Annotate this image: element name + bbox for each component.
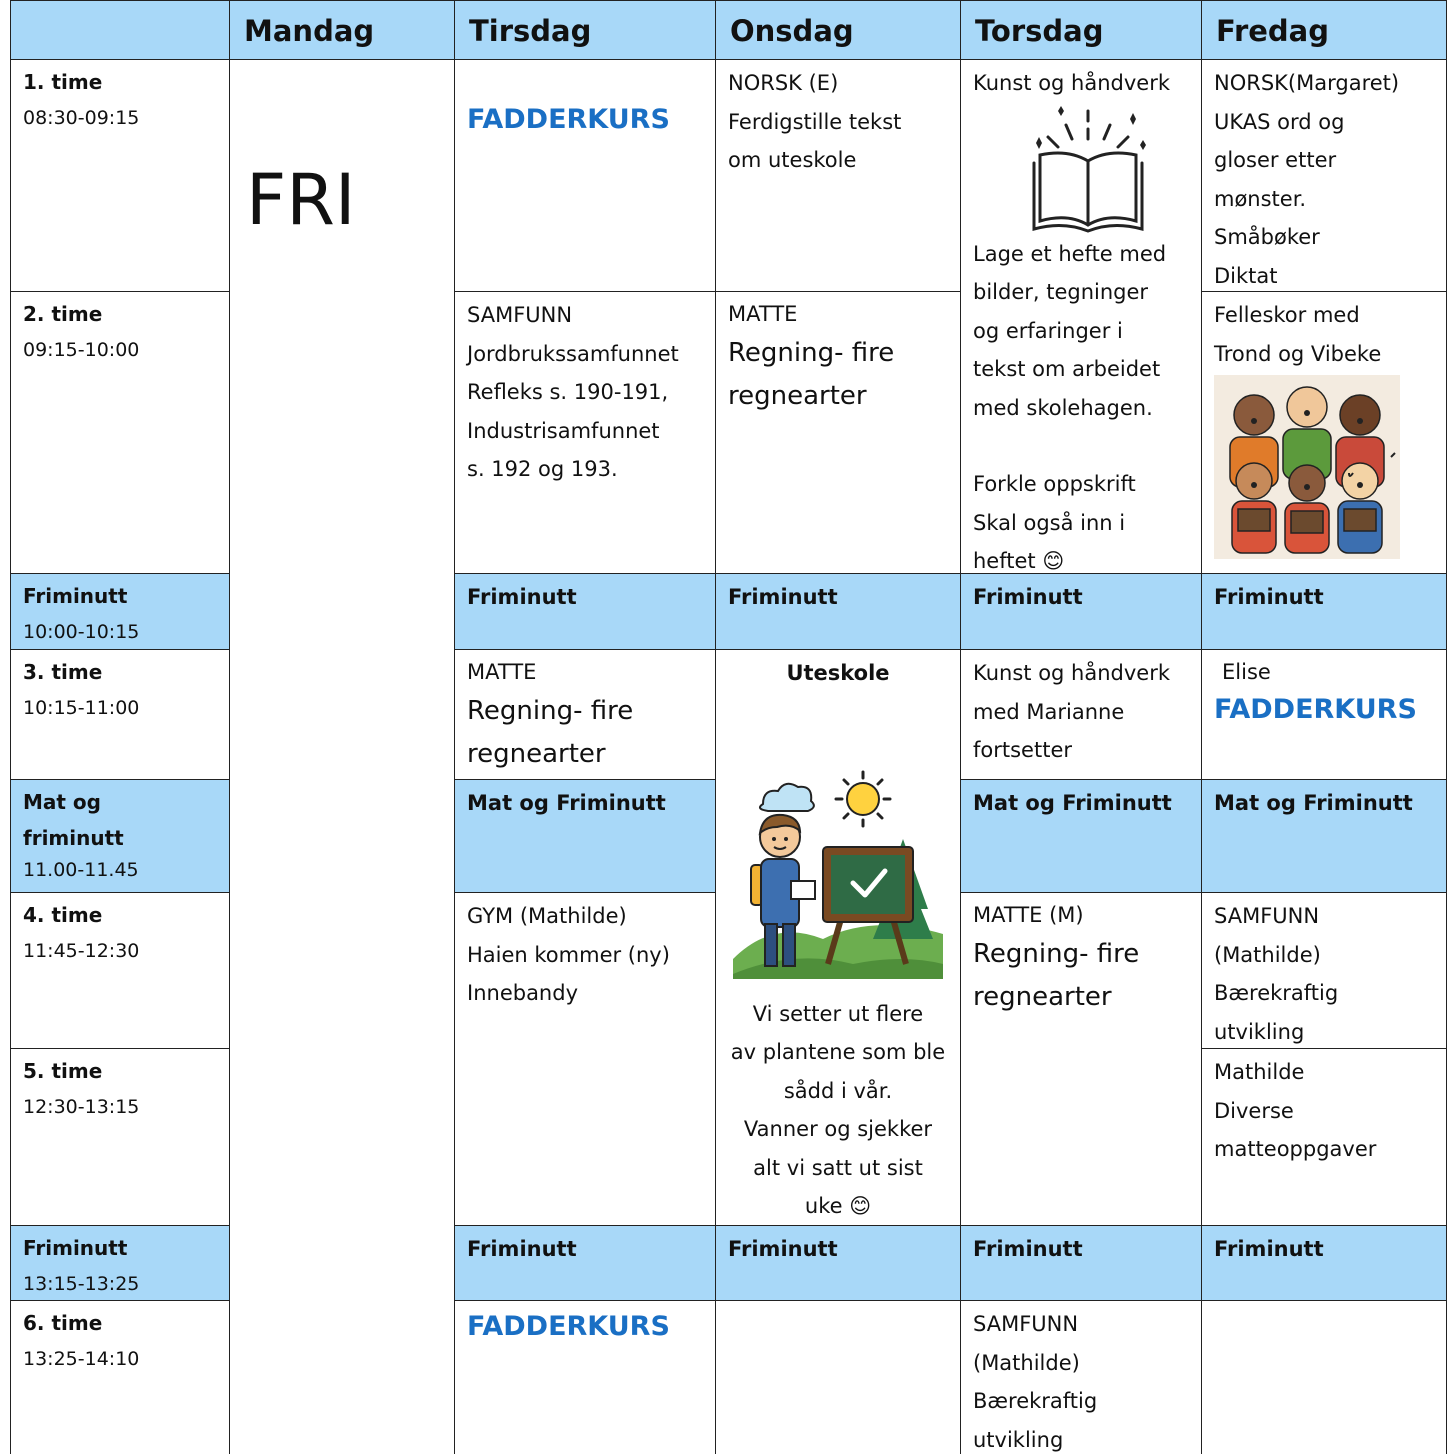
subject-title: Felleskor med (1214, 303, 1360, 327)
period-time: 13:15-13:25 (23, 1273, 140, 1295)
book-icon (1018, 103, 1158, 233)
period-label: Mat og (23, 790, 101, 814)
period-time: 11:45-12:30 (23, 940, 140, 962)
lesson-text: regnearter (728, 381, 867, 411)
break-label: Friminutt (467, 1237, 577, 1261)
tuesday-period-1 (454, 59, 715, 291)
lesson-text: Ferdigstille tekst (728, 109, 902, 134)
lesson-text: Bærekraftig (973, 1389, 1098, 1413)
period-label: 1. time (23, 70, 103, 94)
subject-title: SAMFUNN (973, 1312, 1079, 1336)
lesson-text: Skal også inn i (973, 510, 1126, 535)
friday-period-3 (1201, 649, 1447, 779)
lunch-label: Mat og Friminutt (973, 791, 1172, 815)
lesson-text: regnearter (467, 739, 606, 769)
lesson-text: bilder, tegninger (973, 280, 1149, 304)
tuesday-break-2 (454, 1225, 715, 1300)
uteskole-text: alt vi satt ut sist (753, 1155, 923, 1180)
break-label: Friminutt (1214, 1237, 1324, 1261)
wednesday-uteskole-cell (715, 649, 960, 1225)
thursday-period-6 (960, 1300, 1201, 1454)
lesson-text: regnearter (973, 982, 1112, 1012)
lesson-text: Jordbrukssamfunnet (467, 341, 679, 366)
subject-title: MATTE (728, 302, 798, 326)
lesson-text: Diverse (1214, 1098, 1294, 1123)
lesson-text: Lage et hefte med (973, 241, 1167, 266)
subject-title: MATTE (M) (973, 903, 1084, 927)
friday-lunch (1201, 779, 1447, 892)
time-cell-3 (10, 649, 229, 779)
subject-title: SAMFUNN (1214, 904, 1320, 928)
tuesday-period-4-5 (454, 892, 715, 1225)
lesson-text: med Marianne (973, 699, 1125, 724)
subject-title: NORSK(Margaret) (1214, 71, 1400, 95)
subject-title: GYM (Mathilde) (467, 904, 627, 928)
lesson-text: fortsetter (973, 738, 1072, 762)
period-label: 6. time (23, 1311, 103, 1335)
break-label: Friminutt (1214, 585, 1324, 609)
time-cell-1 (10, 59, 229, 291)
fadderkurs-label: FADDERKURS (467, 1311, 670, 1342)
lesson-text: gloser etter (1214, 148, 1337, 172)
period-label: 5. time (23, 1059, 103, 1083)
time-cell-6 (10, 1300, 229, 1454)
thursday-break-2 (960, 1225, 1201, 1300)
period-time: 08:30-09:15 (23, 107, 140, 129)
lesson-text: UKAS ord og (1214, 109, 1345, 134)
wednesday-period-2 (715, 291, 960, 573)
uteskole-text: av plantene som ble (730, 1040, 946, 1064)
uteskole-text: uke 😊 (804, 1194, 872, 1218)
break-label: Friminutt (728, 1237, 838, 1261)
lesson-text: Regning- fire (973, 939, 1140, 969)
lunch-label: Mat og Friminutt (1214, 791, 1413, 815)
lesson-text: (Mathilde) (973, 1350, 1080, 1375)
teacher-name: Elise (1222, 660, 1271, 684)
header-tuesday: Tirsdag (454, 0, 715, 59)
tuesday-period-6 (454, 1300, 715, 1454)
thursday-period-3 (960, 649, 1201, 779)
monday-free-cell (229, 59, 454, 1454)
lesson-text: s. 192 og 193. (467, 457, 618, 481)
friday-period-4 (1201, 892, 1447, 1048)
choir-icon (1214, 375, 1400, 559)
lesson-text: tekst om arbeidet (973, 357, 1161, 381)
lesson-text: Bærekraftig (1214, 981, 1339, 1005)
fadderkurs-label: FADDERKURS (467, 104, 670, 135)
period-time: 10:15-11:00 (23, 697, 140, 719)
outdoor-school-icon (733, 769, 943, 979)
lesson-text: Refleks s. 190-191, (467, 380, 669, 404)
lesson-text: heftet 😊 (973, 549, 1065, 573)
period-time: 13:25-14:10 (23, 1348, 140, 1370)
lesson-text: om uteskole (728, 148, 857, 172)
subject-title: MATTE (467, 660, 537, 684)
lesson-text: og erfaringer i (973, 318, 1123, 343)
subject-title: Mathilde (1214, 1060, 1305, 1084)
period-time: 10:00-10:15 (23, 621, 140, 643)
lesson-text: Industrisamfunnet (467, 418, 660, 443)
time-cell-lunch (10, 779, 229, 892)
tuesday-period-3 (454, 649, 715, 779)
lesson-text: Regning- fire (728, 338, 895, 368)
tuesday-break-1 (454, 573, 715, 649)
time-cell-break-2 (10, 1225, 229, 1300)
friday-period-5 (1201, 1048, 1447, 1225)
lesson-text: Haien kommer (ny) (467, 942, 670, 967)
wednesday-break-2 (715, 1225, 960, 1300)
lesson-text: utvikling (1214, 1019, 1305, 1044)
time-cell-break-1 (10, 573, 229, 649)
friday-period-1 (1201, 59, 1447, 291)
header-friday: Fredag (1201, 0, 1447, 59)
period-label: 3. time (23, 660, 103, 684)
header-monday: Mandag (229, 0, 454, 59)
tuesday-lunch (454, 779, 715, 892)
period-label: Friminutt (23, 1236, 128, 1260)
uteskole-text: Vanner og sjekker (743, 1117, 933, 1141)
tuesday-period-2 (454, 291, 715, 573)
period-time: 09:15-10:00 (23, 339, 140, 361)
thursday-break-1 (960, 573, 1201, 649)
friday-break-1 (1201, 573, 1447, 649)
lesson-text: Trond og Vibeke (1214, 341, 1382, 366)
timetable (10, 0, 1447, 1454)
period-time: 12:30-13:15 (23, 1096, 140, 1118)
lesson-text: matteoppgaver (1214, 1137, 1377, 1161)
thursday-period-1-2 (960, 59, 1201, 573)
break-label: Friminutt (973, 1237, 1083, 1261)
friday-period-6 (1201, 1300, 1447, 1454)
subject-title: Kunst og håndverk (973, 661, 1171, 685)
time-cell-5 (10, 1048, 229, 1225)
time-cell-4 (10, 892, 229, 1048)
wednesday-break-1 (715, 573, 960, 649)
period-label: Friminutt (23, 584, 128, 608)
subject-title: SAMFUNN (467, 303, 573, 327)
fadderkurs-label: FADDERKURS (1214, 694, 1417, 725)
period-label: 4. time (23, 903, 103, 927)
uteskole-text: Vi setter ut flere (752, 1001, 924, 1026)
period-time: 11.00-11.45 (23, 859, 139, 881)
break-label: Friminutt (728, 585, 838, 609)
lunch-label: Mat og Friminutt (467, 791, 666, 815)
thursday-lunch (960, 779, 1201, 892)
period-label: 2. time (23, 302, 103, 326)
time-cell-2 (10, 291, 229, 573)
friday-period-2 (1201, 291, 1447, 573)
subject-title: Kunst og håndverk (973, 71, 1171, 95)
lesson-text: Regning- fire (467, 696, 634, 726)
break-label: Friminutt (973, 585, 1083, 609)
lesson-text: Diktat (1214, 263, 1278, 288)
header-corner (10, 0, 229, 59)
wednesday-period-6 (715, 1300, 960, 1454)
lesson-text: Forkle oppskrift (973, 472, 1136, 496)
lesson-text: (Mathilde) (1214, 942, 1321, 967)
subject-title: NORSK (E) (728, 71, 839, 95)
free-day-label: FRI (246, 159, 356, 241)
header-thursday: Torsdag (960, 0, 1201, 59)
header-wednesday: Onsdag (715, 0, 960, 59)
lesson-text: Småbøker (1214, 225, 1320, 249)
period-label: friminutt (23, 826, 124, 850)
wednesday-period-1 (715, 59, 960, 291)
uteskole-text: sådd i vår. (783, 1078, 893, 1103)
lesson-text: Innebandy (467, 981, 578, 1005)
break-label: Friminutt (467, 585, 577, 609)
uteskole-title: Uteskole (786, 661, 890, 685)
friday-break-2 (1201, 1225, 1447, 1300)
lesson-text: med skolehagen. (973, 395, 1153, 420)
lesson-text: utvikling (973, 1427, 1064, 1452)
lesson-text: mønster. (1214, 186, 1307, 211)
thursday-period-4-5 (960, 892, 1201, 1225)
